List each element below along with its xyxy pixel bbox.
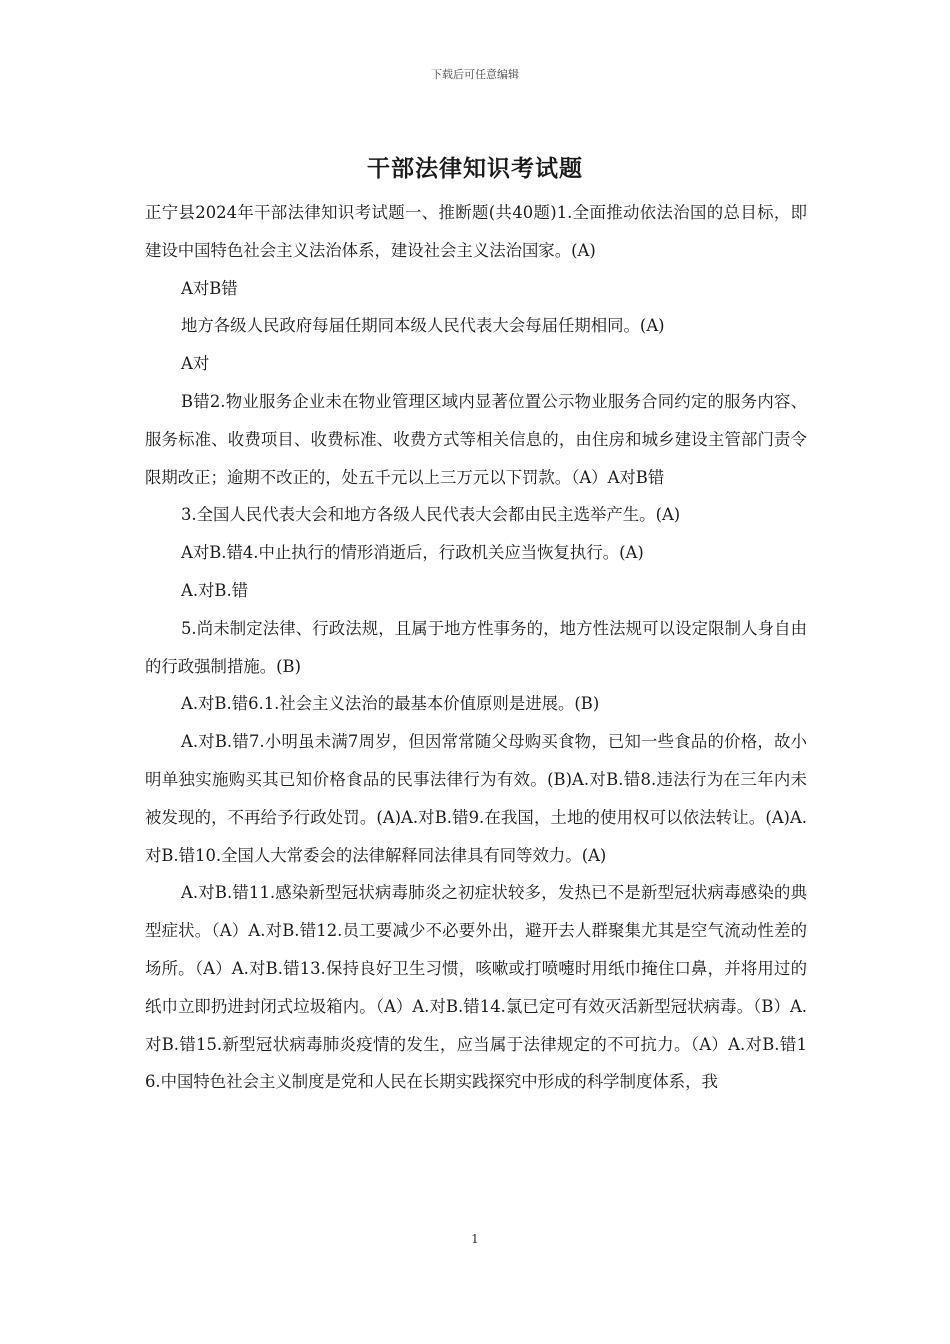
paragraph-q11-q16: A.对B.错11.感染新型冠状病毒肺炎之初症状较多，发热已不是新型冠状病毒感染的典型症状。（A）A.对B.错12.员工要减少不必要外出，避开去人群聚集尤其是空气流动性差的场所。（A）A.对B.错13.保持良好卫生习惯，咳嗽或打喷嚏时用纸巾掩住口鼻，并将用过的纸巾立即扔进封闭式垃圾箱内。（A）A.对B.错14.氯已定可有效灭活新型冠状病毒。（B）A.对B.错15.新型冠状病毒肺炎疫情的发生，应当属于法律规定的不可抗力。（A）A.对B.错16.中国特色社会主义制度是党和人民在长期实践探究中形成的科学制度体系，我	[145, 883, 807, 1092]
page-number: 1	[471, 1232, 479, 1246]
paragraph-q2: B错2.物业服务企业未在物业管理区域内显著位置公示物业服务合同约定的服务内容、服务标准、收费项目、收费标准、收费方式等相关信息的，由住房和城乡建设主管部门责令限期改正；逾期不改正的，处五千元以上三万元以下罚款。（A）A对B错	[145, 391, 807, 487]
document-title: 干部法律知识考试题	[367, 156, 583, 182]
page-header-note: 下载后可任意编辑	[431, 68, 519, 81]
paragraph-q1b-option-a: A对	[181, 354, 210, 374]
paragraph-q1b: 地方各级人民政府每届任期同本级人民代表大会每届任期相同。(A)	[181, 316, 665, 336]
paragraph-q6: A.对B.错6.1.社会主义法治的最基本价值原则是进展。(B)	[181, 694, 600, 714]
paragraph-q4-options: A.对B.错	[181, 580, 249, 600]
paragraph-q5: 5.尚未制定法律、行政法规，且属于地方性事务的，地方性法规可以设定限制人身自由的行政强制措施。(B)	[145, 618, 807, 676]
paragraph-intro-q1: 正宁县2024年干部法律知识考试题一、推断题(共40题)1.全面推动依法治国的总目标，即建设中国特色社会主义法治体系，建设社会主义法治国家。(A)	[145, 203, 807, 260]
paragraph-q4: A对B.错4.中止执行的情形消逝后，行政机关应当恢复执行。(A)	[181, 543, 644, 563]
paragraph-q3: 3.全国人民代表大会和地方各级人民代表大会都由民主选举产生。(A)	[181, 505, 681, 525]
document-body	[145, 194, 807, 1101]
paragraph-q7-q10: A.对B.错7.小明虽未满7周岁，但因常常随父母购买食物，已知一些食品的价格，故小明单独实施购买其已知价格食品的民事法律行为有效。(B)A.对B.错8.违法行为在三年内未被发现的，不再给予行政处罚。(A)A.对B.错9.在我国，土地的使用权可以依法转让。(A)A.对B.错10.全国人大常委会的法律解释同法律具有同等效力。(A)	[145, 732, 807, 865]
paragraph-q1-options: A对B错	[181, 278, 238, 298]
